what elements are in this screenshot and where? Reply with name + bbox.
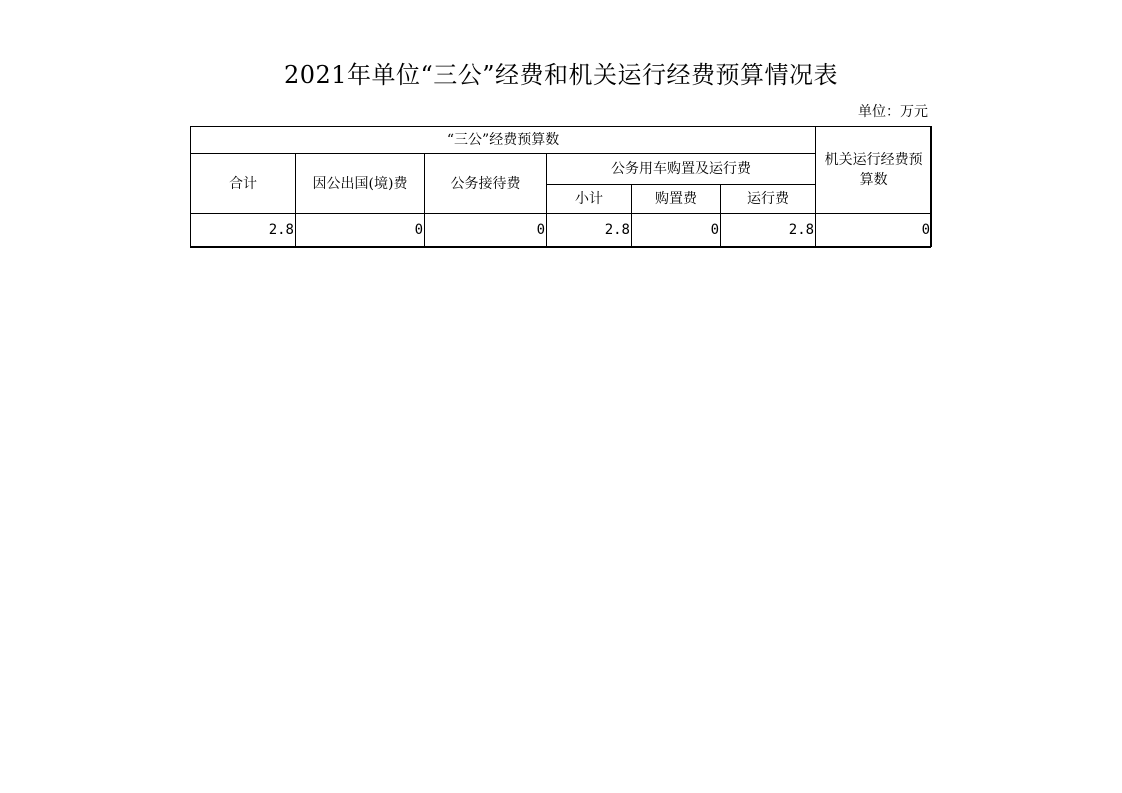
cell-total: 2.8 [191,214,296,247]
header-jiguan-label: 机关运行经费预算数 [824,152,923,188]
page-title: 2021年单位“三公”经费和机关运行经费预算情况表 [283,61,839,89]
header-abroad: 因公出国(境)费 [296,154,425,214]
header-vehicle-group: 公务用车购置及运行费 [547,154,816,185]
header-operation: 运行费 [721,185,816,214]
cell-subtotal: 2.8 [547,214,632,247]
header-sangong-group: “三公”经费预算数 [191,127,816,154]
header-total: 合计 [191,154,296,214]
cell-abroad: 0 [296,214,425,247]
header-subtotal: 小计 [547,185,632,214]
cell-jiguan: 0 [816,214,932,247]
table-row [191,214,932,247]
header-jiguan [816,127,932,214]
unit-label: 单位：万元 [858,104,928,120]
header-reception: 公务接待费 [425,154,547,214]
cell-operation: 2.8 [721,214,816,247]
header-row-1 [191,127,932,154]
cell-reception: 0 [425,214,547,247]
budget-table [190,126,932,247]
cell-purchase: 0 [632,214,721,247]
header-purchase: 购置费 [632,185,721,214]
